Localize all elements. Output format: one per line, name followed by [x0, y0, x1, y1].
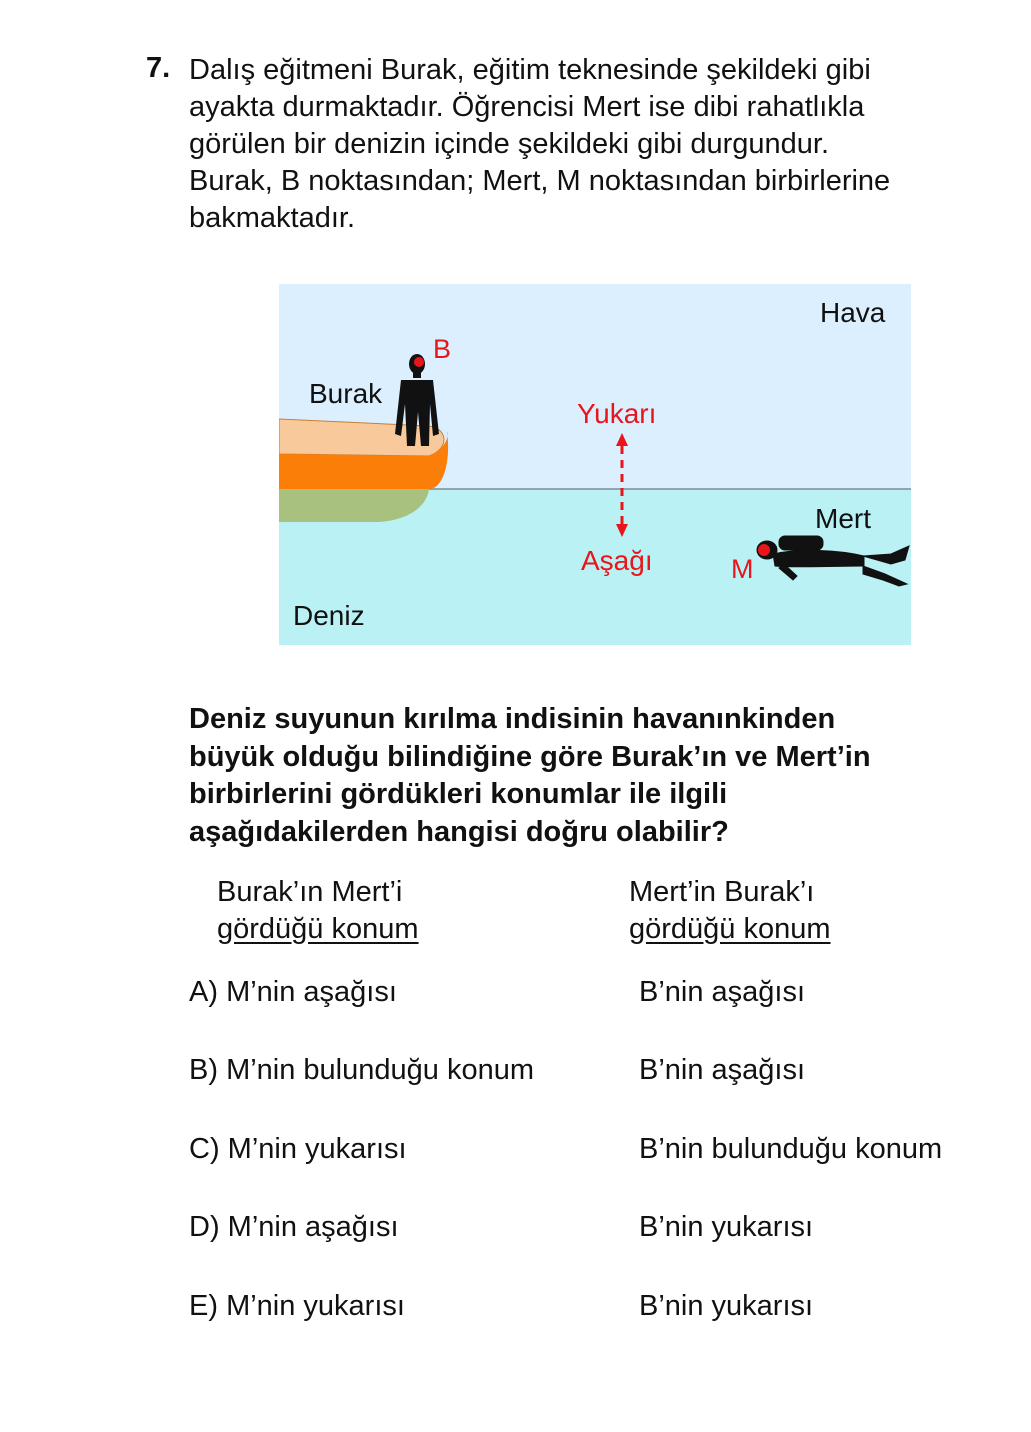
m-point-label: M	[731, 554, 754, 584]
option-letter: E)	[189, 1290, 218, 1322]
question-line: ayakta durmaktadır. Öğrencisi Mert ise dibi rahatlıkla	[189, 91, 865, 123]
sea-label: Deniz	[293, 600, 365, 631]
option-a[interactable]	[189, 974, 397, 1010]
prompt-line: birbirlerini gördükleri konumlar ile ilgili	[189, 778, 728, 810]
left-header-line1: Burak’ın Mert’i	[217, 876, 403, 908]
prompt-line: aşağıdakilerden hangisi doğru olabilir?	[189, 815, 729, 848]
option-left-text: M’nin yukarısı	[226, 1290, 405, 1322]
option-a-right: B’nin aşağısı	[639, 976, 806, 1008]
scene-illustration	[279, 284, 911, 645]
b-point-label: B	[433, 334, 452, 364]
up-label: Yukarı	[577, 398, 657, 429]
option-b-right: B’nin aşağısı	[639, 1054, 806, 1086]
b-point-marker	[414, 357, 424, 367]
right-header-line1: Mert’in Burak’ı	[629, 876, 815, 908]
question-line: görülen bir denizin içinde şekildeki gibi durgundur.	[189, 128, 830, 160]
question-line: Burak, B noktasından; Mert, M noktasından birbirlerine	[189, 165, 891, 197]
option-c[interactable]	[189, 1131, 407, 1167]
mert-label: Mert	[815, 503, 871, 534]
question-line: Dalış eğitmeni Burak, eğitim teknesinde şekildeki gibi	[189, 54, 871, 86]
option-b[interactable]	[189, 1052, 534, 1088]
option-letter: A)	[189, 976, 218, 1008]
option-left-text: M’nin yukarısı	[227, 1133, 407, 1165]
question-text	[189, 52, 989, 237]
m-point-marker	[758, 544, 770, 556]
air-label: Hava	[820, 297, 886, 328]
question-line: bakmaktadır.	[189, 202, 356, 234]
option-c-right: B’nin bulunduğu konum	[639, 1133, 943, 1165]
option-letter: B)	[189, 1054, 218, 1086]
left-column-header	[217, 874, 419, 948]
left-header-line2: gördüğü konum	[217, 913, 419, 945]
prompt-line: büyük olduğu bilindiğine göre Burak’ın ve Mert’in	[189, 740, 871, 773]
option-d[interactable]	[189, 1209, 399, 1245]
option-letter: D)	[189, 1211, 220, 1243]
option-left-text: M’nin aşağısı	[227, 1211, 399, 1243]
burak-label: Burak	[309, 378, 383, 409]
right-column-header	[629, 874, 831, 948]
option-left-text: M’nin aşağısı	[226, 976, 397, 1008]
prompt-line: Deniz suyunun kırılma indisinin havanınkinden	[189, 703, 836, 735]
option-e-right: B’nin yukarısı	[639, 1290, 814, 1322]
option-letter: C)	[189, 1133, 220, 1165]
down-label: Aşağı	[581, 545, 653, 576]
option-d-right: B’nin yukarısı	[639, 1211, 814, 1243]
option-left-text: M’nin bulunduğu konum	[226, 1054, 534, 1086]
right-header-line2: gördüğü konum	[629, 913, 831, 945]
option-e[interactable]	[189, 1288, 405, 1324]
question-prompt	[189, 701, 989, 851]
question-number: 7.	[146, 52, 171, 84]
